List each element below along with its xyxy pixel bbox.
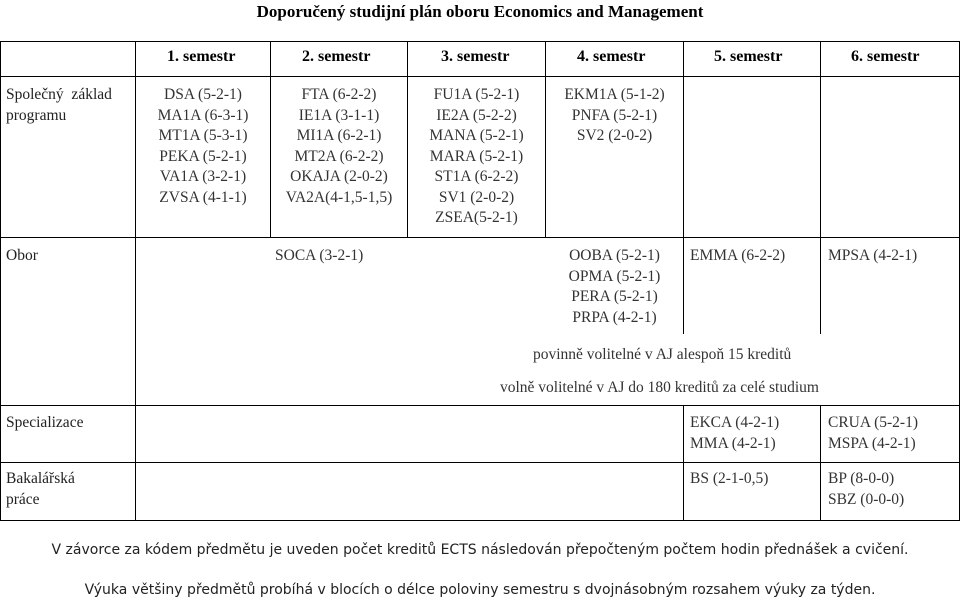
- course-item: MANA (5-2-1): [429, 127, 524, 144]
- obor-sem6-course: MPSA (4-2-1): [828, 247, 918, 264]
- row-label-thesis-line1: Bakalářská: [6, 470, 75, 487]
- course-item: SBZ (0-0-0): [828, 490, 905, 508]
- thesis-sem6-list: [828, 469, 904, 510]
- header-bottom-border: [0, 76, 960, 77]
- footnote-credits: V závorce za kódem předmětu je uveden počet kreditů ECTS následován přepočteným počtem hodin přednášek a cvičení.: [51, 542, 909, 558]
- course-item: PNFA (5-2-1): [571, 106, 658, 124]
- obor-sem4-list: [546, 246, 683, 328]
- course-item: EKCA (4-2-1): [690, 414, 780, 431]
- sem4-column-border-lower: [683, 405, 684, 521]
- course-item: EKM1A (5-1-2): [564, 86, 665, 103]
- sem5-column-border: [820, 41, 821, 334]
- course-item: IE2A (5-2-2): [436, 106, 517, 124]
- plan-title: Doporučený studijní plán oboru Economics and Management: [256, 2, 704, 21]
- row-label-thesis-line2: práce: [6, 490, 40, 508]
- sem5-column-border-lower: [820, 405, 821, 521]
- course-item: MA1A (6-3-1): [157, 106, 249, 124]
- course-item: ST1A (6-2-2): [434, 168, 519, 185]
- course-item: SV2 (2-0-2): [576, 127, 653, 144]
- course-item: MT2A (6-2-2): [294, 147, 384, 165]
- obor-soca-course: SOCA (3-2-1): [275, 247, 364, 264]
- course-item: VA2A(4-1,5-1,5): [285, 188, 393, 206]
- course-item: FTA (6-2-2): [301, 86, 377, 103]
- header-sem5: 5. semestr: [714, 48, 783, 65]
- row-label-common-line2: programu: [6, 106, 67, 124]
- specializace-sem6-list: [828, 413, 918, 454]
- table-top-border: [0, 41, 960, 42]
- common-sem2-list: [271, 85, 407, 208]
- course-item: OKAJA (2-0-2): [290, 168, 388, 185]
- common-row-bottom-border: [0, 237, 960, 238]
- common-sem1-list: [136, 85, 270, 208]
- course-item: PERA (5-2-1): [571, 288, 658, 305]
- course-item: MT1A (5-3-1): [158, 127, 248, 144]
- course-item: OOBA (5-2-1): [569, 247, 660, 264]
- course-item: BP (8-0-0): [828, 470, 895, 487]
- table-bottom-border: [0, 520, 960, 521]
- course-item: MSPA (4-2-1): [828, 434, 916, 452]
- obor-row-bottom-border: [0, 405, 960, 406]
- elective-required-note: povinně volitelné v AJ alespoň 15 kreditů: [533, 346, 792, 363]
- row-label-specializace: Specializace: [6, 414, 84, 431]
- header-sem2: 2. semestr: [302, 48, 371, 65]
- header-sem1: 1. semestr: [167, 48, 236, 65]
- table-left-border: [0, 41, 1, 521]
- thesis-sem5-course: BS (2-1-0,5): [690, 470, 769, 487]
- specializace-sem5-list: [690, 413, 779, 454]
- course-item: FU1A (5-2-1): [433, 86, 520, 103]
- row-label-common-line1: Společný základ: [6, 86, 112, 103]
- common-sem3-list: [408, 85, 545, 229]
- course-item: PRPA (4-2-1): [572, 308, 657, 326]
- course-item: ZVSA (4-1-1): [159, 188, 247, 206]
- course-item: MI1A (6-2-1): [296, 127, 382, 144]
- course-item: VA1A (3-2-1): [159, 168, 247, 185]
- course-item: MMA (4-2-1): [690, 434, 776, 452]
- course-item: OPMA (5-2-1): [568, 267, 661, 285]
- course-item: DSA (5-2-1): [164, 86, 242, 103]
- common-sem4-list: [546, 85, 683, 147]
- specializace-row-bottom-border: [0, 462, 960, 463]
- footnote-blocks: Výuka většiny předmětů probíhá v blocích o délce poloviny semestru s dvojnásobným rozsahem výuky za týden.: [84, 582, 876, 598]
- row-label-common: [6, 85, 112, 126]
- course-item: IE1A (3-1-1): [298, 106, 380, 124]
- course-item: SV1 (2-0-2): [438, 188, 515, 206]
- sem4-column-border: [683, 41, 684, 334]
- elective-free-note: volně volitelné v AJ do 180 kreditů za celé studium: [500, 379, 819, 396]
- row-label-thesis: [6, 469, 75, 510]
- header-sem6: 6. semestr: [851, 48, 920, 65]
- course-item: CRUA (5-2-1): [828, 414, 918, 431]
- course-item: ZSEA(5-2-1): [435, 209, 518, 226]
- obor-sem5-course: EMMA (6-2-2): [690, 247, 786, 264]
- header-sem3: 3. semestr: [441, 48, 510, 65]
- header-sem4: 4. semestr: [577, 48, 646, 65]
- course-item: PEKA (5-2-1): [159, 147, 247, 165]
- course-item: MARA (5-2-1): [429, 147, 524, 165]
- row-label-obor: Obor: [6, 247, 38, 264]
